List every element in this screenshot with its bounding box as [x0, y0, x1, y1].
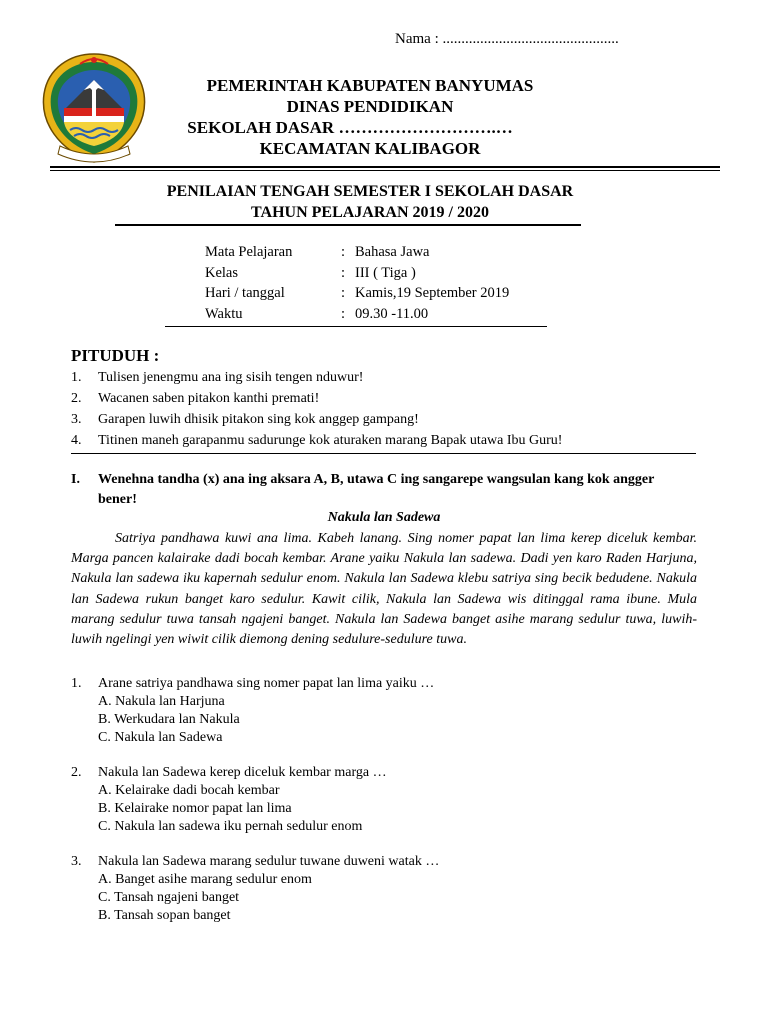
item-number: 2.	[71, 391, 82, 406]
item-number: 4.	[71, 433, 82, 448]
list-item	[71, 367, 562, 388]
info-colon: :	[341, 244, 346, 260]
question-2	[71, 764, 387, 836]
item-text: Garapen luwih dhisik pitakon sing kok anggep gampang!	[98, 412, 419, 427]
item-number: 3.	[71, 412, 82, 427]
item-number: 1.	[71, 370, 82, 385]
question-row	[71, 853, 439, 871]
story-text: Satriya pandhawa kuwi ana lima. Kabeh lanang. Sing nomer papat lan lima kerep diceluk kembar. Marga pancen kalairake dadi bocah kembar. Arane yaiku Nakula lan sadewa. Dadi yen karo Raden Harjuna, Nakula lan sadewa iku kapernah sedulur enom. Nakula lan Sadewa klebu satriya sing becik bedudene. Nakula lan Sadewa rukun banget karo sedulur. Kawit cilik, Nakula lan Sadewa wis ditinggal rama ibune. Mula marang sedulur tuwa tansah ngajeni banget. Nakula lan Sadewa banget asihe marang sedulur tuwa, luwih-luwih ngelingi yen wiwit cilik diemong dening sedulure-sedulure tuwa.	[71, 531, 697, 648]
question-number: 3.	[71, 854, 82, 869]
section-divider	[71, 453, 696, 454]
header-department: DINAS PENDIDIKAN	[286, 97, 454, 116]
question-number: 2.	[71, 765, 82, 780]
info-value: Kamis,19 September 2019	[355, 285, 510, 301]
question-text: Nakula lan Sadewa kerep diceluk kembar marga …	[98, 765, 387, 780]
header-district: KECAMATAN KALIBAGOR	[259, 139, 481, 158]
info-row	[205, 304, 509, 325]
instructions-list	[71, 367, 562, 451]
name-field: Nama : ...............................................	[395, 31, 619, 47]
question-row	[71, 764, 387, 782]
info-label: Hari / tanggal	[205, 285, 285, 301]
section-1-instruction	[71, 470, 671, 510]
exam-title: PENILAIAN TENGAH SEMESTER I SEKOLAH DASAR	[166, 183, 574, 200]
story-title: Nakula lan Sadewa	[327, 510, 441, 525]
question-text: Arane satriya pandhawa sing nomer papat lan lima yaiku …	[98, 676, 435, 691]
answer-option[interactable]: A. Banget asihe marang sedulur enom	[98, 872, 312, 887]
answer-option[interactable]: A. Nakula lan Harjuna	[98, 694, 225, 709]
banyumas-emblem-logo	[40, 50, 148, 166]
info-colon: :	[341, 285, 346, 301]
question-row	[71, 675, 434, 693]
info-label: Kelas	[205, 264, 239, 281]
answer-option[interactable]: B. Werkudara lan Nakula	[98, 712, 240, 727]
header-school: SEKOLAH DASAR ……………………….…	[187, 118, 513, 137]
info-value: 09.30 -11.00	[355, 305, 429, 322]
item-text: Tulisen jenengmu ana ing sisih tengen nduwur!	[98, 370, 364, 385]
title-underline	[115, 224, 581, 226]
info-label: Waktu	[205, 305, 243, 322]
question-text: Nakula lan Sadewa marang sedulur tuwane duweni watak …	[98, 854, 440, 869]
answer-option[interactable]: B. Kelairake nomor papat lan lima	[98, 801, 292, 816]
instructions-heading: PITUDUH :	[71, 346, 160, 365]
question-number: 1.	[71, 676, 82, 691]
item-text: Titinen maneh garapanmu sadurunge kok aturaken marang Bapak utawa Ibu Guru!	[98, 433, 563, 448]
item-text: Wacanen saben pitakon kanthi premati!	[98, 391, 320, 406]
info-value: III ( Tiga )	[355, 264, 416, 281]
exam-year: TAHUN PELAJARAN 2019 / 2020	[251, 204, 489, 221]
info-colon: :	[341, 264, 346, 281]
info-label: Mata Pelajaran	[205, 244, 293, 260]
question-1	[71, 675, 434, 747]
info-underline	[165, 326, 547, 327]
header-divider-thick	[50, 166, 720, 168]
answer-option[interactable]: C. Nakula lan sadewa iku pernah sedulur enom	[98, 819, 363, 834]
info-value: Bahasa Jawa	[355, 244, 430, 260]
header-divider-thin	[50, 170, 720, 171]
info-colon: :	[341, 305, 346, 322]
answer-option[interactable]: C. Nakula lan Sadewa	[98, 730, 223, 745]
answer-option[interactable]: C. Tansah ngajeni banget	[98, 890, 240, 905]
info-row	[205, 242, 509, 263]
exam-info-table	[205, 242, 509, 324]
info-row	[205, 283, 509, 304]
section-instruction-text: Wenehna tandha (x) ana ing aksara A, B, utawa C ing sangarepe wangsulan kang kok angger bener!	[98, 472, 655, 507]
question-3	[71, 853, 439, 925]
answer-option[interactable]: B. Tansah sopan banget	[98, 908, 231, 923]
info-row	[205, 263, 509, 284]
list-item	[71, 430, 562, 451]
header-government: PEMERINTAH KABUPATEN BANYUMAS	[206, 76, 534, 95]
answer-option[interactable]: A. Kelairake dadi bocah kembar	[98, 783, 280, 798]
list-item	[71, 409, 562, 430]
section-number: I.	[71, 472, 80, 487]
list-item	[71, 388, 562, 409]
